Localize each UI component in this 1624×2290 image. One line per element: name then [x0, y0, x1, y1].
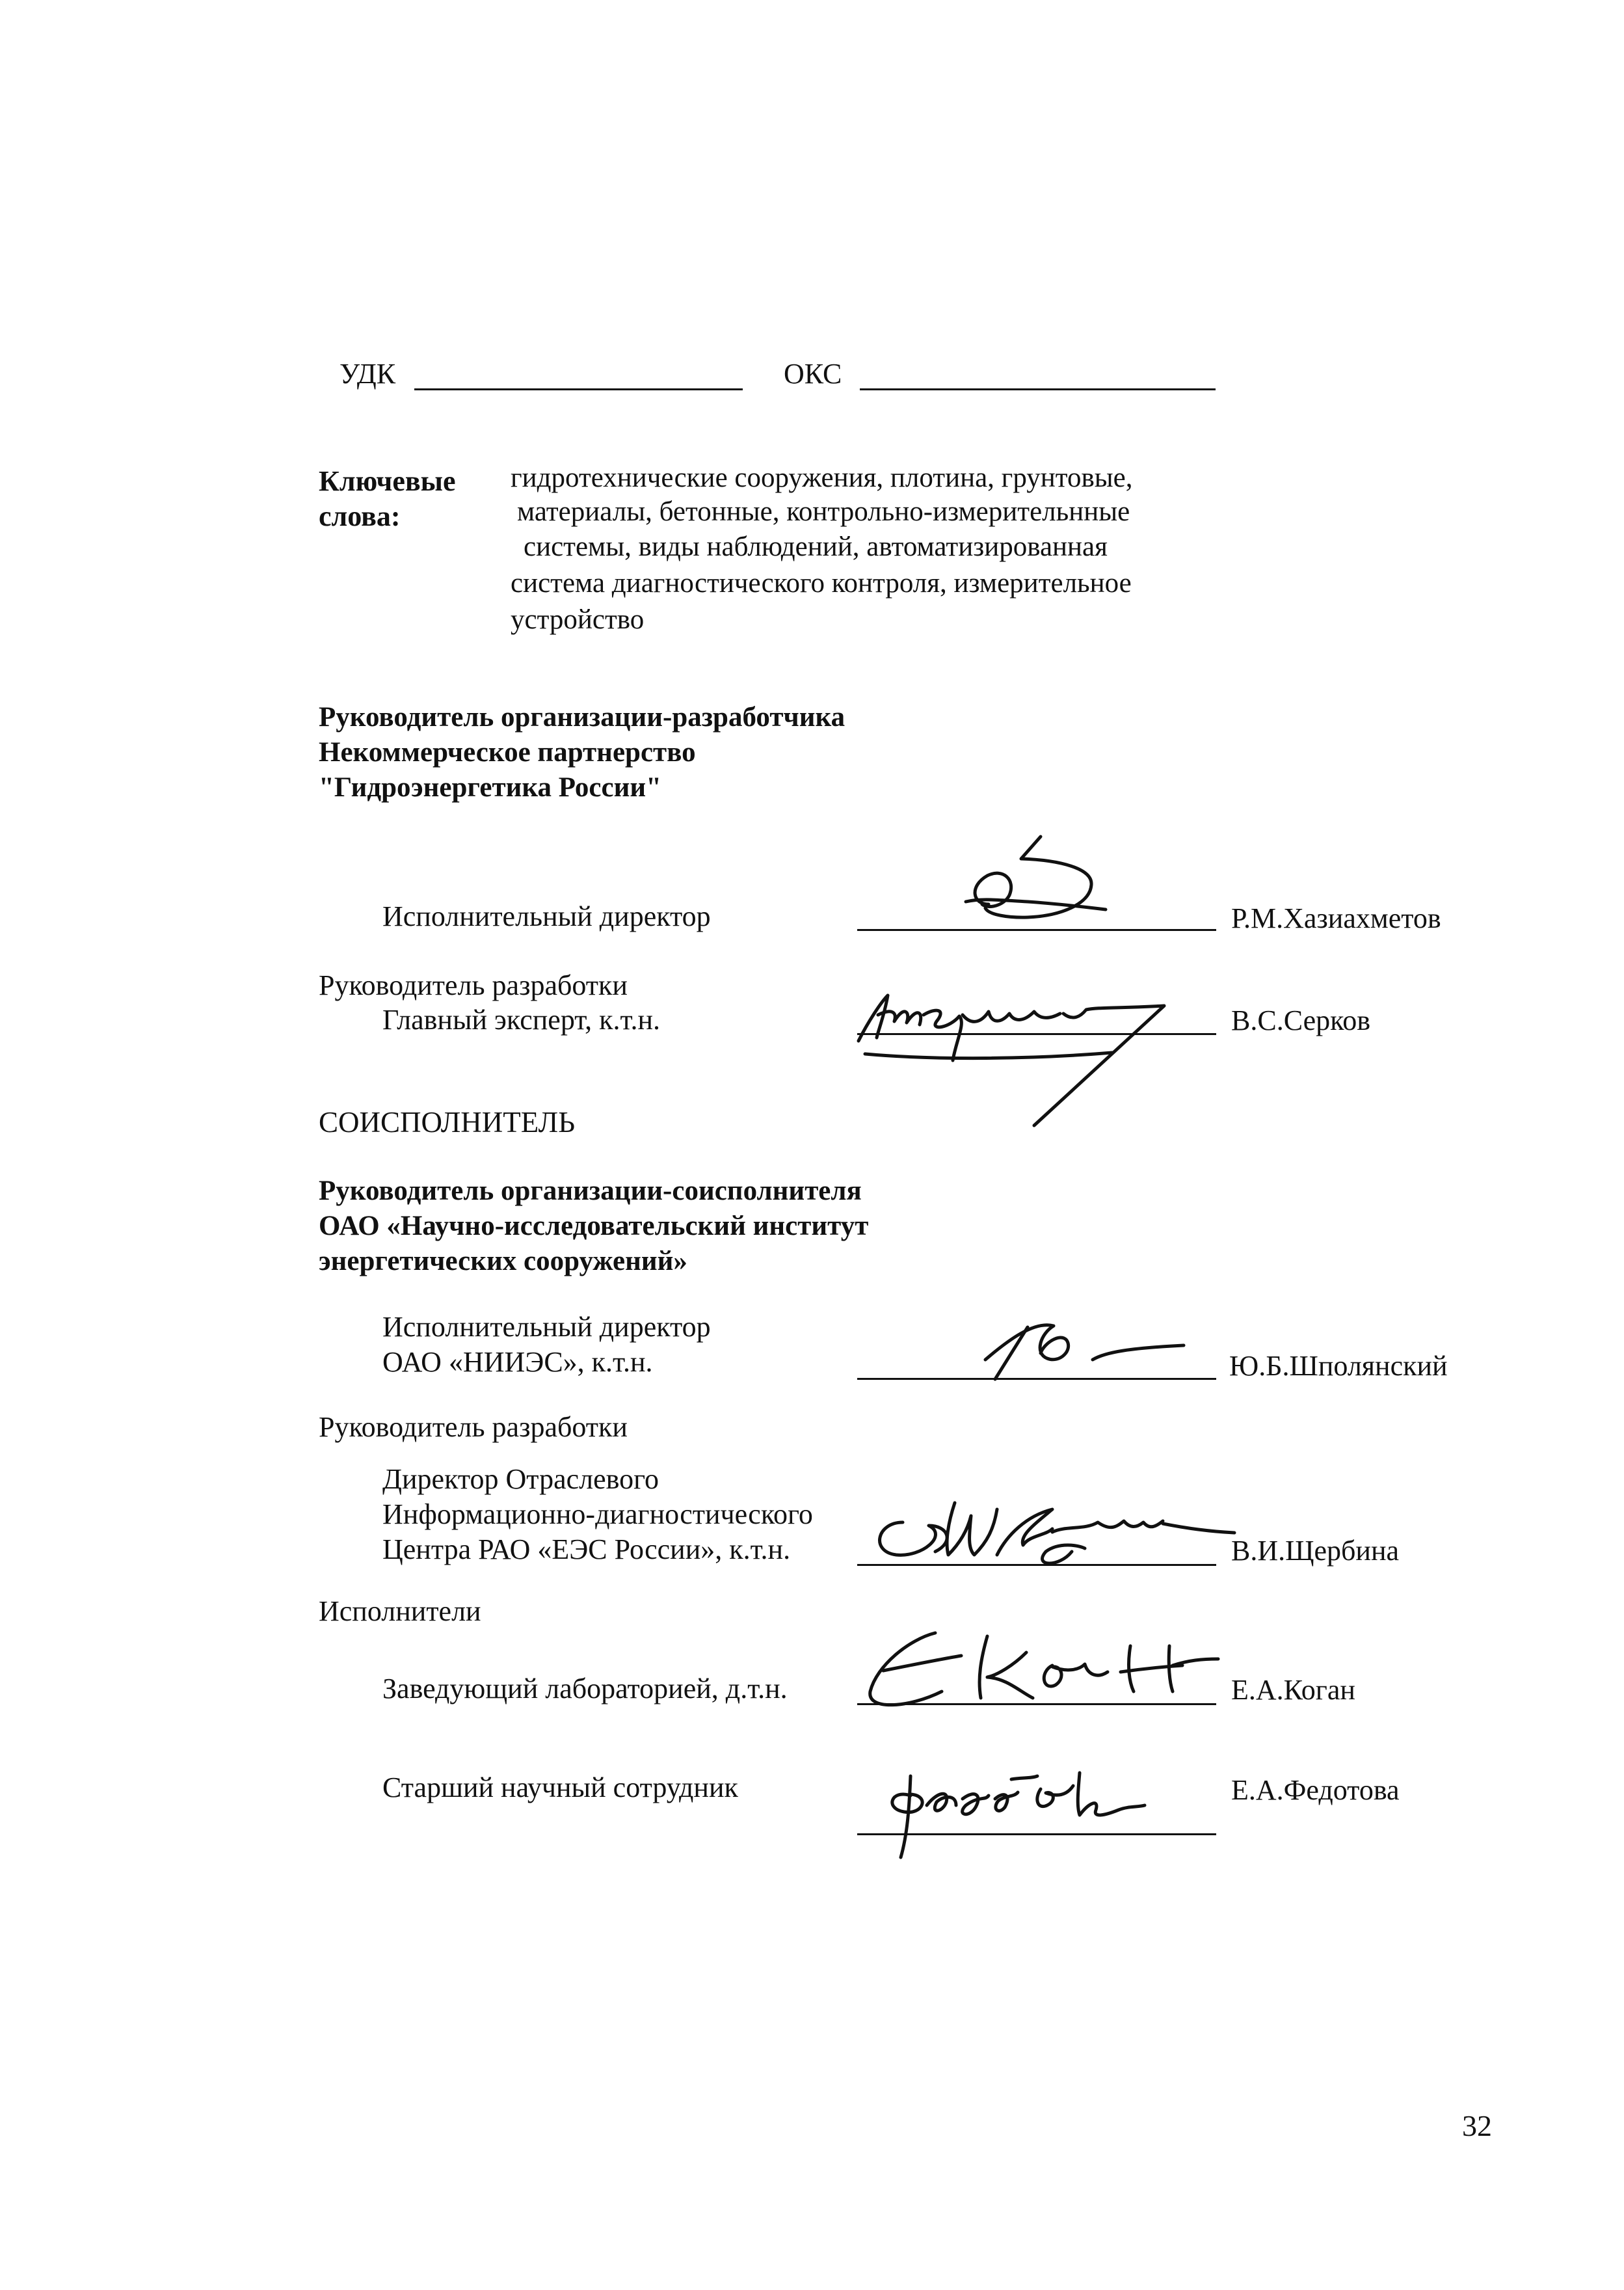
coexecutor-heading-line: ОАО «Научно-исследовательский институт	[319, 1211, 869, 1241]
keywords-line: материалы, бетонные, контрольно-измерительнные	[517, 496, 1130, 527]
coexecutor-heading-line: Руководитель организации-соисполнителя	[319, 1176, 862, 1206]
signatory-name: В.И.Щербина	[1231, 1535, 1400, 1567]
signature-shcherbina-icon	[857, 1490, 1247, 1574]
signature-kogan-icon	[857, 1620, 1221, 1717]
group-label: Руководитель разработки	[319, 1411, 628, 1443]
coexecutor-heading-line: энергетических сооружений»	[319, 1246, 687, 1276]
signatory-title: Главный эксперт, к.т.н.	[382, 1004, 661, 1036]
signature-shpolyansky-icon	[982, 1314, 1190, 1392]
coexecutor-heading	[319, 1174, 868, 1279]
signatory-name: В.С.Серков	[1231, 1004, 1371, 1036]
signature-serkov-icon	[839, 976, 1203, 1125]
signatory-title: Информационно-диагностического	[382, 1498, 813, 1530]
signature-khaziakhmetov-icon	[963, 833, 1158, 937]
udk-label: УДК	[339, 358, 396, 390]
coexecutor-section-label: СОИСПОЛНИТЕЛЬ	[319, 1106, 576, 1138]
oks-blank-line	[860, 388, 1216, 390]
page-number: 32	[1462, 2109, 1492, 2142]
keywords-line: системы, виды наблюдений, автоматизированная	[524, 532, 1108, 562]
signature-fedotova-icon	[872, 1750, 1158, 1861]
keywords-line: устройство	[511, 604, 645, 635]
executors-label: Исполнители	[319, 1595, 481, 1627]
udk-blank-line	[414, 388, 743, 390]
keywords-line: гидротехнические сооружения, плотина, грунтовые,	[511, 463, 1133, 493]
signatory-name: Ю.Б.Шполянский	[1229, 1350, 1448, 1382]
developer-heading-line: Некоммерческое партнерство	[319, 737, 696, 768]
oks-label: ОКС	[784, 358, 842, 390]
executor-name: Е.А.Коган	[1231, 1674, 1355, 1706]
keywords-text	[511, 459, 1133, 639]
developer-heading-line: "Гидроэнергетика России"	[319, 772, 662, 803]
keywords-line: система диагностического контроля, измерительное	[511, 568, 1132, 599]
executor-title: Старший научный сотрудник	[382, 1771, 738, 1803]
signatory-name: Р.М.Хазиахметов	[1231, 902, 1441, 934]
developer-heading-line: Руководитель организации-разработчика	[319, 702, 845, 733]
executor-title: Заведующий лабораторией, д.т.н.	[382, 1673, 788, 1704]
signatory-title: Директор Отраслевого	[382, 1463, 659, 1495]
signatory-title: Центра РАО «ЕЭС России», к.т.н.	[382, 1533, 791, 1565]
signatory-title: ОАО «НИИЭС», к.т.н.	[382, 1346, 653, 1378]
group-label: Руководитель разработки	[319, 969, 628, 1001]
signatory-title: Исполнительный директор	[382, 1311, 711, 1343]
signatory-title: Исполнительный директор	[382, 900, 711, 932]
developer-heading	[319, 700, 845, 805]
executor-name: Е.А.Федотова	[1231, 1774, 1400, 1806]
keywords-label-line1: Ключевые	[319, 465, 456, 497]
keywords-label-line2: слова:	[319, 500, 401, 532]
